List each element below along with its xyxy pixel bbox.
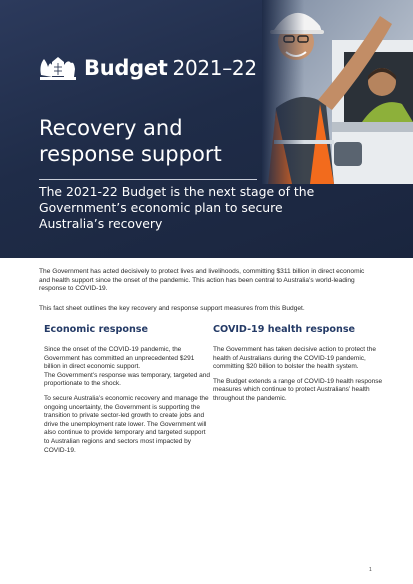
intro-paragraph: The Government has acted decisively to protect lives and livelihoods, committing $311 billion in direct economic and health support since the onset of the pandemic. This action has been central to Australia’s world-leading response to COVID-19. [39, 268, 365, 293]
economic-response-column [44, 346, 210, 461]
page-subtitle: The 2021-22 Budget is the next stage of the Government’s economic plan to secure Australia’s recovery [39, 184, 315, 231]
budget-logo [38, 51, 257, 85]
coat-of-arms-icon [38, 53, 78, 83]
logo-word: Budget [84, 56, 168, 80]
header-banner [0, 0, 413, 258]
intro-paragraph-2: This fact sheet outlines the key recovery and response support measures from this Budget. [39, 305, 305, 312]
economic-paragraph-1: Since the onset of the COVID-19 pandemic, the Government has committed an unprecedented $291 billion in direct economic support. [44, 346, 195, 371]
construction-workers-photo [262, 0, 413, 184]
health-response-column [213, 346, 383, 410]
economic-paragraph-3: To secure Australia’s economic recovery and manage the ongoing uncertainty, the Government is supporting the transition to private sector-led growth to create jobs and drive the unemployment rate lower. The Government will also continue to provide temporary and targeted support to Australian regions and sectors most impacted by COVID-19. [44, 394, 209, 454]
health-paragraph-1: The Government has taken decisive action to protect the health of Australians during the COVID-19 pandemic, committing $20 billion to bolster the health system. [213, 346, 376, 371]
logo-year: 2021–22 [172, 56, 257, 80]
page-title [39, 115, 269, 167]
economic-paragraph-2: The Government’s response was temporary, targeted and proportionate to the shock. [44, 371, 210, 388]
title-divider [39, 179, 257, 180]
title-line-2: response support [39, 142, 222, 166]
title-line-1: Recovery and [39, 116, 183, 140]
health-response-heading: COVID-19 health response [213, 324, 356, 335]
health-paragraph-2: The Budget extends a range of COVID-19 health response measures which continue to protect Australians’ health throughout the pandemic. [213, 377, 383, 402]
economic-response-heading: Economic response [44, 324, 149, 335]
page-number: 1 [369, 567, 372, 573]
